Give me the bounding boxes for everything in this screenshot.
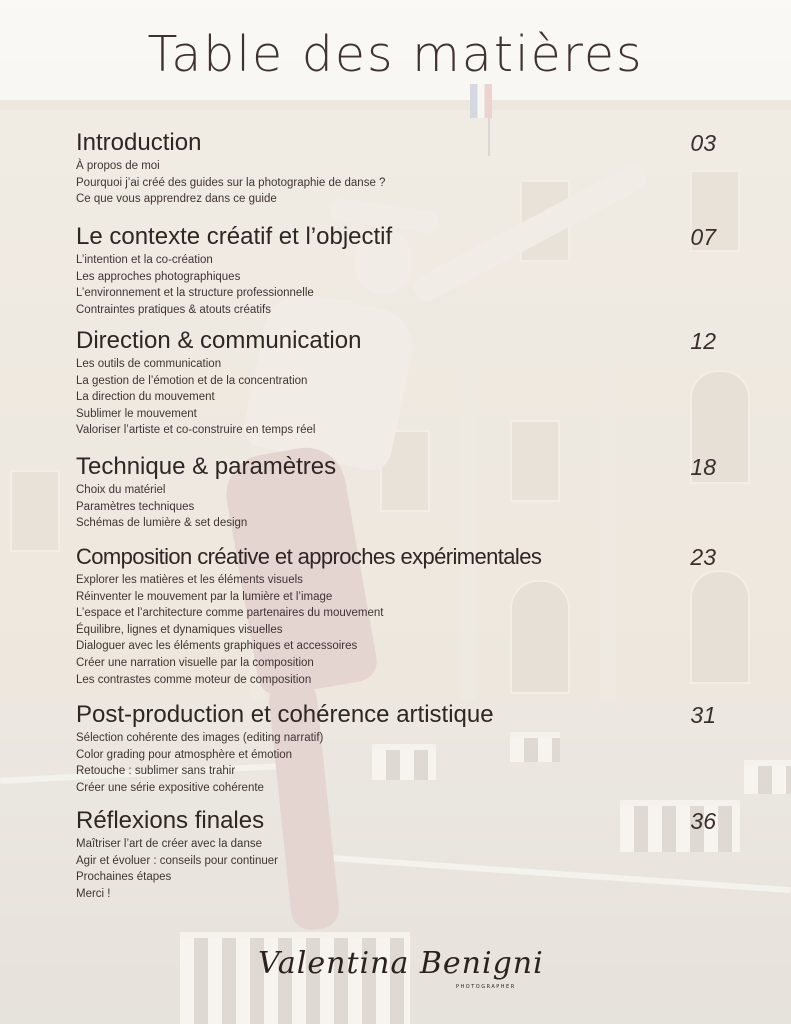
- toc-section: [76, 222, 716, 318]
- toc-item: Dialoguer avec les éléments graphiques et accessoires: [76, 640, 358, 653]
- toc-item: L’espace et l’architecture comme partenaires du mouvement: [76, 607, 384, 620]
- toc-item: Valoriser l’artiste et co-construire en temps réel: [76, 424, 316, 437]
- section-page-number: 18: [690, 454, 716, 480]
- signature-name: Valentina Benigni: [258, 946, 544, 981]
- toc-item: Les approches photographiques: [76, 270, 241, 283]
- section-title: Réflexions finales: [76, 807, 265, 834]
- toc-item: La gestion de l’émotion et de la concentration: [76, 374, 308, 387]
- toc-item: Les outils de communication: [76, 358, 222, 370]
- toc-item: Ce que vous apprendrez dans ce guide: [76, 193, 277, 206]
- toc-item: L’intention et la co-création: [76, 254, 213, 266]
- section-items: [76, 482, 716, 532]
- section-items: [76, 572, 716, 688]
- toc-item: Color grading pour atmosphère et émotion: [76, 748, 293, 761]
- section-items: [76, 836, 716, 902]
- section-title: Le contexte créatif et l’objectif: [76, 223, 393, 250]
- toc-section: [76, 326, 716, 439]
- toc-item: Créer une série expositive cohérente: [76, 781, 264, 794]
- toc-item: Réinventer le mouvement par la lumière et l’image: [76, 590, 333, 603]
- toc-section: [76, 452, 716, 532]
- toc-item: Maîtriser l’art de créer avec la danse: [76, 838, 262, 850]
- section-title: Direction & communication: [76, 327, 362, 354]
- toc-item: Prochaines étapes: [76, 871, 172, 884]
- toc-item: Créer une narration visuelle par la composition: [76, 656, 314, 669]
- section-page-number: 07: [690, 224, 716, 250]
- section-title: Post-production et cohérence artistique: [76, 701, 494, 728]
- photographer-signature: [258, 942, 578, 1002]
- toc-item: Les contrastes comme moteur de composition: [76, 673, 312, 686]
- section-title: Composition créative et approches expérimentales: [76, 544, 542, 569]
- toc-item: Sélection cohérente des images (editing narratif): [76, 732, 324, 744]
- toc-item: Retouche : sublimer sans trahir: [76, 765, 236, 778]
- section-page-number: 36: [690, 808, 716, 834]
- toc-item: Sublimer le mouvement: [76, 407, 197, 420]
- toc-item: Paramètres techniques: [76, 500, 195, 513]
- section-items: [76, 730, 716, 796]
- toc-item: Schémas de lumière & set design: [76, 517, 248, 530]
- toc-section: [76, 128, 716, 208]
- toc-item: L’environnement et la structure professionnelle: [76, 287, 314, 300]
- toc-item: Explorer les matières et les éléments visuels: [76, 574, 303, 586]
- section-page-number: 23: [690, 544, 716, 570]
- toc-section: [76, 700, 716, 796]
- toc-item: Pourquoi j’ai créé des guides sur la photographie de danse ?: [76, 176, 386, 189]
- toc-item: Merci !: [76, 887, 111, 900]
- section-page-number: 03: [690, 130, 716, 156]
- toc-section: [76, 542, 716, 688]
- toc-section: [76, 806, 716, 902]
- section-items: [76, 158, 716, 208]
- toc-item: La direction du mouvement: [76, 391, 215, 404]
- page-title: Table des matières: [147, 26, 644, 83]
- toc-item: Choix du matériel: [76, 484, 166, 496]
- section-items: [76, 252, 716, 318]
- toc-item: Contraintes pratiques & atouts créatifs: [76, 303, 271, 316]
- section-items: [76, 356, 716, 439]
- section-title: Technique & paramètres: [76, 453, 337, 480]
- toc-item: À propos de moi: [76, 160, 160, 172]
- signature-subtitle: PHOTOGRAPHER: [456, 984, 516, 990]
- toc-item: Agir et évoluer : conseils pour continuer: [76, 854, 278, 867]
- section-page-number: 31: [690, 702, 716, 728]
- section-title: Introduction: [76, 129, 202, 156]
- toc-item: Équilibre, lignes et dynamiques visuelles: [76, 623, 283, 636]
- section-page-number: 12: [690, 328, 716, 354]
